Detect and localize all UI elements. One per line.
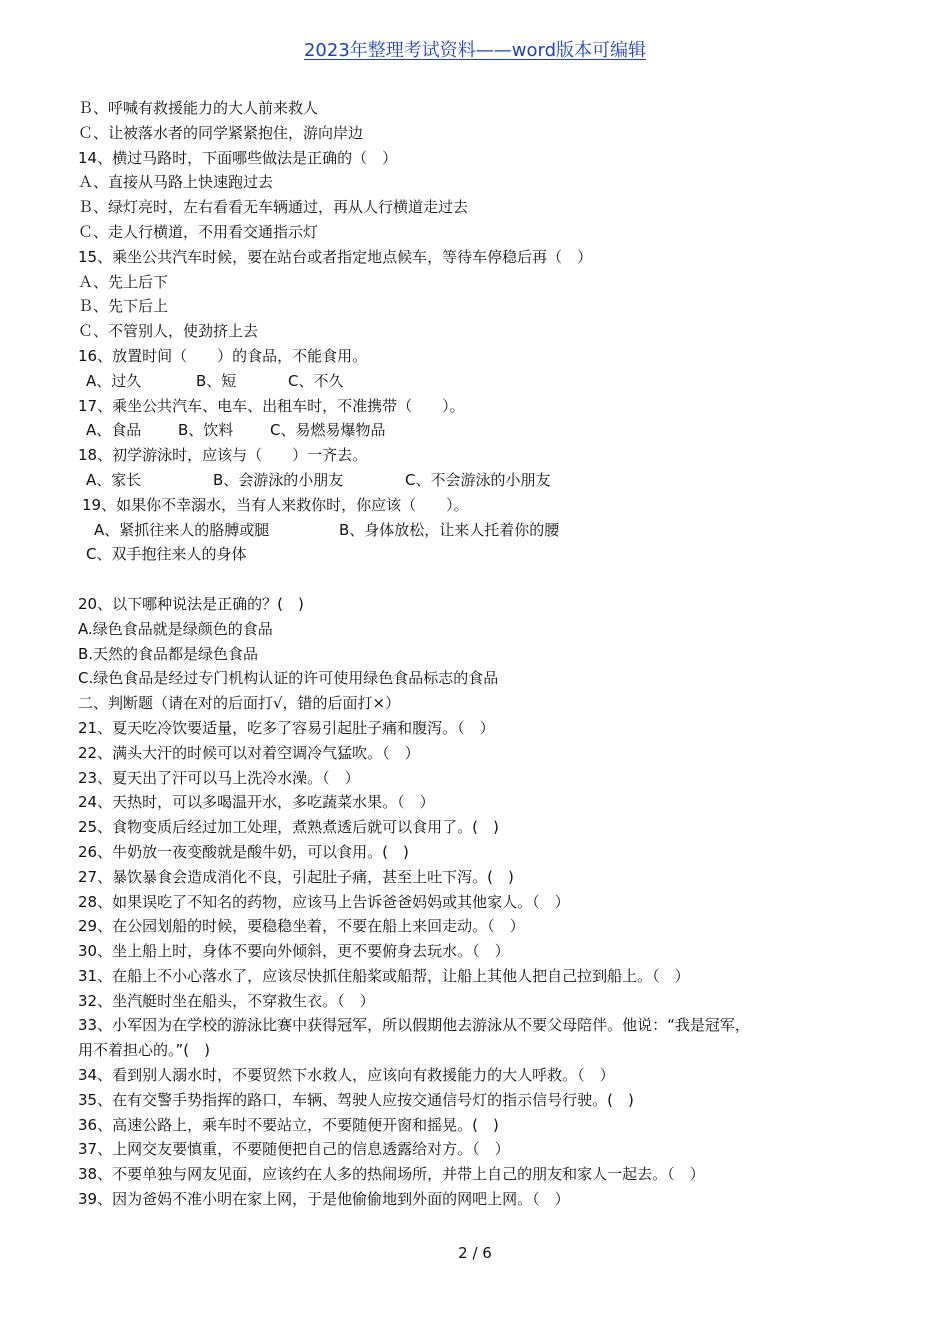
header-title: 2023年整理考试资料——word版本可编辑 xyxy=(303,40,647,61)
text-line: Ｂ、呼喊有救援能力的大人前来救人 xyxy=(78,99,319,117)
text-line: Ｃ、让被落水者的同学紧紧抱住，游向岸边 xyxy=(78,123,364,142)
question-19: 19、如果你不幸溺水，当有人来救你时，你应该（ ）。 xyxy=(82,495,469,514)
question-17-options xyxy=(78,418,838,443)
text-line: Ｂ、先下后上 xyxy=(78,297,169,316)
question-36: 36、高速公路上，乘车时不要站立，不要随便开窗和摇晃。( ) xyxy=(78,1115,499,1134)
document-body xyxy=(78,96,838,1212)
question-19-option-c: C、双手抱往来人的身体 xyxy=(86,545,247,564)
option: A、过久 xyxy=(86,371,142,390)
question-18-options xyxy=(78,468,838,493)
option: A、食品 xyxy=(86,421,142,440)
text-line: Ｂ、绿灯亮时，左右看看无车辆通过，再从人行横道走过去 xyxy=(78,198,469,217)
question-21: 21、夏天吃冷饮要适量，吃多了容易引起肚子痛和腹泻。（ ） xyxy=(78,718,495,737)
question-32: 32、坐汽艇时坐在船头，不穿救生衣。（ ） xyxy=(78,991,375,1010)
question-17: 17、乘坐公共汽车、电车、出租车时，不准携带（ ）。 xyxy=(78,396,465,415)
option: B、短 xyxy=(196,371,237,390)
question-26: 26、牛奶放一夜变酸就是酸牛奶，可以食用。( ) xyxy=(78,842,409,861)
option: B、饮料 xyxy=(178,421,234,440)
question-20: 20、以下哪种说法是正确的？( ) xyxy=(78,594,304,613)
question-30: 30、坐上船上时，身体不要向外倾斜，更不要俯身去玩水。（ ） xyxy=(78,942,510,961)
question-31: 31、在船上不小心落水了，应该尽快抓住船桨或船帮，让船上其他人把自己拉到船上。（ ） xyxy=(78,966,690,985)
text-line: Ｃ、走人行横道，不用看交通指示灯 xyxy=(78,222,319,241)
question-35: 35、在有交警手势指挥的路口，车辆、驾驶人应按交通信号灯的指示信号行驶。( ) xyxy=(78,1090,634,1109)
option: C、不久 xyxy=(288,371,344,390)
text-line: C.绿色食品是经过专门机构认证的许可使用绿色食品标志的食品 xyxy=(78,669,499,688)
question-34: 34、看到别人溺水时，不要贸然下水救人，应该向有救援能力的大人呼救。（ ） xyxy=(78,1066,615,1085)
question-29: 29、在公园划船的时候，要稳稳坐着，不要在船上来回走动。（ ） xyxy=(78,917,525,936)
option: A、紧抓往来人的胳膊或腿 xyxy=(94,520,270,539)
text-line: Ａ、直接从马路上快速跑过去 xyxy=(78,173,274,192)
question-25: 25、食物变质后经过加工处理，煮熟煮透后就可以食用了。( ) xyxy=(78,818,499,837)
question-19-options xyxy=(78,518,838,543)
question-14: 14、横过马路时，下面哪些做法是正确的（ ） xyxy=(78,148,398,167)
question-38: 38、不要单独与网友见面，应该约在人多的热闹场所，并带上自己的朋友和家人一起去。（ ） xyxy=(78,1165,705,1184)
option: C、易燃易爆物品 xyxy=(270,421,386,440)
question-39: 39、因为爸妈不准小明在家上网，于是他偷偷地到外面的网吧上网。（ ） xyxy=(78,1190,570,1209)
question-16: 16、放置时间（ ）的食品，不能食用。 xyxy=(78,346,368,365)
blank-line xyxy=(78,567,838,592)
text-line: Ａ、先上后下 xyxy=(78,272,169,291)
section-heading: 二、判断题（请在对的后面打√，错的后面打×） xyxy=(78,694,401,713)
question-37: 37、上网交友要慎重，不要随便把自己的信息透露给对方。（ ） xyxy=(78,1140,510,1159)
text-line: A.绿色食品就是绿颜色的食品 xyxy=(78,619,273,638)
option: B、身体放松，让来人托着你的腰 xyxy=(339,520,560,539)
document-header xyxy=(0,38,950,64)
option: A、家长 xyxy=(86,470,142,489)
question-33-line-1: 33、小军因为在学校的游泳比赛中获得冠军，所以假期他去游泳从不要父母陪伴。他说：“我是冠军， xyxy=(78,1016,750,1035)
question-28: 28、如果误吃了不知名的药物，应该马上告诉爸爸妈妈或其他家人。（ ） xyxy=(78,892,570,911)
question-23: 23、夏天出了汗可以马上洗冷水澡。（ ） xyxy=(78,768,360,787)
option: C、不会游泳的小朋友 xyxy=(405,470,551,489)
question-22: 22、满头大汗的时候可以对着空调冷气猛吹。（ ） xyxy=(78,743,420,762)
question-24: 24、天热时，可以多喝温开水，多吃蔬菜水果。（ ） xyxy=(78,793,435,812)
option: B、会游泳的小朋友 xyxy=(213,470,344,489)
question-27: 27、暴饮暴食会造成消化不良，引起肚子痛，甚至上吐下泻。( ) xyxy=(78,867,514,886)
question-16-options xyxy=(78,369,838,394)
question-18: 18、初学游泳时，应该与（ ）一齐去。 xyxy=(78,446,368,465)
page-number: 2 / 6 xyxy=(458,1244,492,1262)
question-33-line-2: 用不着担心的。”( ) xyxy=(78,1041,210,1060)
text-line: Ｃ、不管别人，使劲挤上去 xyxy=(78,322,259,341)
question-15: 15、乘坐公共汽车时候，要在站台或者指定地点候车，等待车停稳后再（ ） xyxy=(78,247,593,266)
text-line: B.天然的食品都是绿色食品 xyxy=(78,644,259,663)
